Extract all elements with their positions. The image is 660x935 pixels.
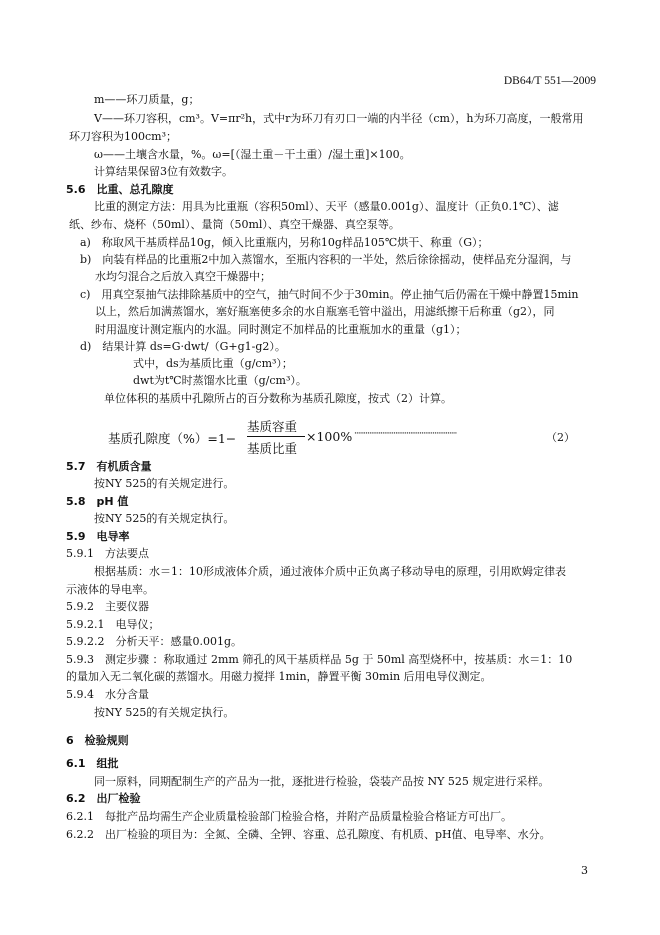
list-item-d: d) 结果计算 ds=G·dwt/（G+g1-g2）。: [80, 340, 286, 353]
text-line: 水均匀混合之后放入真空干燥器中；: [95, 270, 271, 283]
section-heading-5-8: 5.8 pH 值: [66, 495, 129, 508]
text-line: 按NY 525的有关规定执行。: [94, 706, 235, 719]
text-line: 5.9.2.2 分析天平：感量0.001g。: [66, 635, 243, 648]
chapter-heading-6: 6 检验规则: [66, 734, 129, 747]
section-heading-5-7: 5.7 有机质含量: [66, 460, 152, 473]
formula-leader-dots: ·······················································: [354, 429, 457, 439]
text-line: 按NY 525的有关规定进行。: [94, 477, 235, 490]
subsection-heading: 5.9.2 主要仪器: [66, 600, 149, 613]
document-id-header: DB64/T 551—2009: [503, 75, 596, 87]
formula-numerator: 基质容重: [247, 419, 298, 434]
formula-times: ×100%: [306, 429, 353, 444]
formula-denominator: 基质比重: [247, 441, 298, 456]
text-line: 环刀容积为100cm³；: [69, 130, 177, 143]
text-line: 以上，然后加满蒸馏水，塞好瓶塞使多余的水自瓶塞毛管中溢出，用滤纸擦干后称重（g2），同: [95, 305, 555, 318]
text-line: 比重的测定方法：用具为比重瓶（容积50ml）、天平（感量0.001g）、温度计（正负0.1℃）、滤: [94, 200, 559, 213]
list-item-c: c) 用真空泵抽气法排除基质中的空气，抽气时间不少于30min。停止抽气后仍需在干燥中静置15min: [80, 288, 579, 301]
text-line: 纸、纱布、烧杯（50ml）、量筒（50ml）、真空干燥器、真空泵等。: [69, 218, 400, 231]
text-line: 示液体的导电率。: [66, 583, 154, 596]
text-line: 5.9.3 测定步骤 ：称取通过 2mm 筛孔的风干基质样品 5g 于 50ml 高型烧杯中，按基质：水＝1：10: [66, 653, 573, 666]
porosity-formula: [108, 417, 578, 457]
text-line: 根据基质：水＝1：10形成液体介质，通过液体介质中正负离子移动导电的原理，引用欧姆定律表: [94, 565, 566, 578]
section-heading-6-1: 6.1 组批: [66, 757, 119, 770]
text-line: ω——土壤含水量，%。ω=[（湿土重－干土重）/湿土重]×100。: [94, 148, 411, 161]
text-line: 5.9.2.1 电导仪；: [66, 618, 160, 631]
text-line: 6.2.1 每批产品均需生产企业质量检验部门检验合格，并附产品质量检验合格证方可出厂。: [66, 810, 512, 823]
section-heading-5-6: 5.6 比重、总孔隙度: [66, 183, 174, 196]
section-heading-6-2: 6.2 出厂检验: [66, 792, 141, 805]
text-line: dwt为t℃时蒸馏水比重（g/cm³）。: [133, 374, 307, 387]
subsection-heading: 5.9.1 方法要点: [66, 547, 149, 560]
subsection-heading: 5.9.4 水分含量: [66, 688, 149, 701]
text-line: 时用温度计测定瓶内的水温。同时测定不加样品的比重瓶加水的重量（g1）；: [95, 323, 467, 336]
equation-number: （2）: [546, 431, 575, 444]
text-line: 式中，ds为基质比重（g/cm³）；: [133, 357, 293, 370]
text-line: 单位体积的基质中孔隙所占的百分数称为基质孔隙度，按式（2）计算。: [104, 392, 452, 405]
text-line: 按NY 525的有关规定执行。: [94, 512, 235, 525]
list-item-b: b) 向装有样品的比重瓶2中加入蒸馏水，至瓶内容积的一半处，然后徐徐摇动，使样品充分湿润，与: [80, 253, 572, 266]
page-number: 3: [581, 864, 588, 877]
text-line: 同一原料，同期配制生产的产品为一批，逐批进行检验，袋装产品按 NY 525 规定进行采样。: [94, 775, 550, 788]
list-item-a: a) 称取风干基质样品10g，倾入比重瓶内，另称10g样品105℃烘干、称重（G）；: [80, 236, 489, 249]
text-line: V——环刀容积，cm³。V=πr²h，式中r为环刀有刃口一端的内半径（cm），h为环刀高度，一般常用: [94, 112, 584, 125]
text-line: 的量加入无二氧化碳的蒸馏水。用磁力搅拌 1min，静置平衡 30min 后用电导仪测定。: [66, 670, 492, 683]
formula-lhs: 基质孔隙度（%）=1−: [108, 431, 237, 446]
fraction-bar: [247, 436, 305, 437]
text-line: 计算结果保留3位有效数字。: [94, 165, 233, 178]
text-line: 6.2.2 出厂检验的项目为：全氮、全磷、全钾、容重、总孔隙度、有机质、pH值、电导率、水分。: [66, 828, 551, 841]
text-line: m——环刀质量，g；: [94, 93, 200, 106]
section-heading-5-9: 5.9 电导率: [66, 530, 130, 543]
